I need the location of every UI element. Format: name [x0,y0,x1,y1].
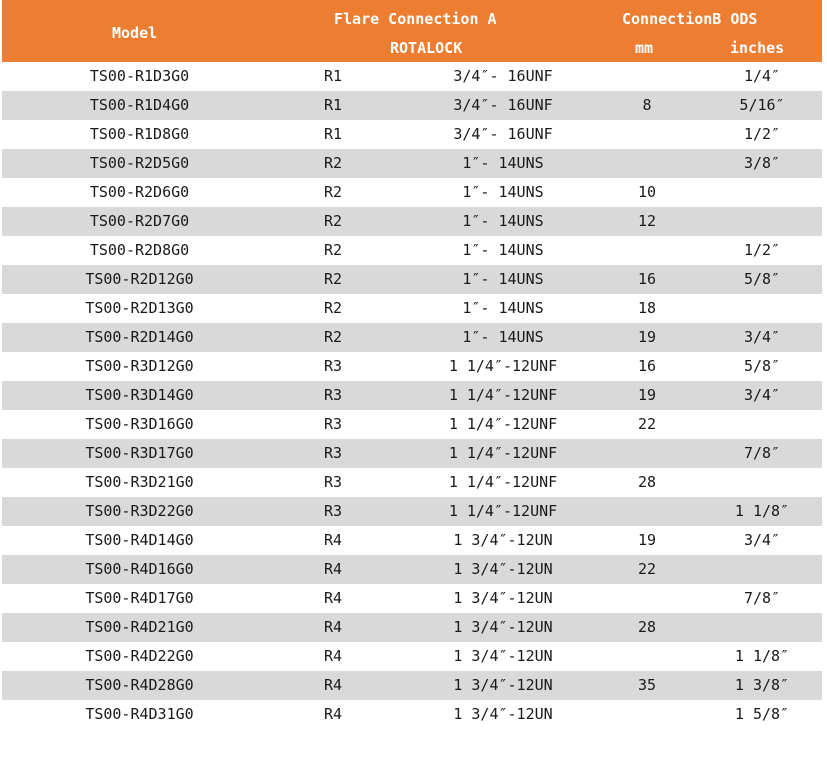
inches-cell: 7/8″ [743,589,781,607]
thread-cell: 1 1/4″-12UNF [448,502,558,520]
model-cell: TS00-R2D5G0 [89,154,190,172]
model-cell: TS00-R3D21G0 [85,473,194,491]
model-cell: TS00-R3D22G0 [85,502,194,520]
thread-cell: 1 3/4″-12UN [453,531,553,549]
thread-cell: 1″- 14UNS [462,241,544,259]
mm-cell: 12 [637,212,657,230]
model-cell: TS00-R4D17G0 [85,589,194,607]
mm-cell: 28 [637,618,657,636]
thread-cell: 1 3/4″-12UN [453,618,553,636]
thread-cell: 1 3/4″-12UN [453,647,553,665]
thread-cell: 3/4″- 16UNF [453,67,553,85]
inches-cell: 1/4″ [743,67,781,85]
inches-cell: 3/8″ [743,154,781,172]
mm-cell: 19 [637,386,657,404]
model-cell: TS00-R3D16G0 [85,415,194,433]
thread-cell: 1″- 14UNS [462,212,544,230]
header-flare-connection: Flare Connection A [334,10,497,28]
mm-cell: 22 [637,415,657,433]
inches-cell: 1 5/8″ [734,705,790,723]
rotalock-size-cell: R2 [324,328,343,346]
table-row [2,178,822,207]
thread-cell: 1 1/4″-12UNF [448,415,558,433]
table-header [2,0,822,62]
model-cell: TS00-R4D31G0 [85,705,194,723]
rotalock-size-cell: R4 [324,676,343,694]
inches-cell: 3/4″ [743,531,781,549]
table-row [2,207,822,236]
model-cell: TS00-R1D8G0 [89,125,190,143]
table-row [2,642,822,671]
rotalock-size-cell: R2 [324,299,343,317]
inches-cell: 3/4″ [743,386,781,404]
thread-cell: 1″- 14UNS [462,328,544,346]
rotalock-size-cell: R2 [324,270,343,288]
table-row [2,236,822,265]
mm-cell: 19 [637,328,657,346]
model-cell: TS00-R4D14G0 [85,531,194,549]
inches-cell: 1 3/8″ [734,676,790,694]
mm-cell: 28 [637,473,657,491]
table-row [2,62,822,91]
rotalock-size-cell: R4 [324,560,343,578]
model-cell: TS00-R2D6G0 [89,183,190,201]
model-cell: TS00-R2D13G0 [85,299,194,317]
table-row [2,700,822,729]
model-cell: TS00-R4D22G0 [85,647,194,665]
table-row [2,555,822,584]
thread-cell: 1 3/4″-12UN [453,676,553,694]
thread-cell: 1 1/4″-12UNF [448,386,558,404]
model-cell: TS00-R3D12G0 [85,357,194,375]
header-connection-b: ConnectionB ODS [622,10,758,28]
header-rotalock: ROTALOCK [390,39,463,57]
thread-cell: 1 3/4″-12UN [453,705,553,723]
mm-cell: 16 [637,357,657,375]
table-row [2,265,822,294]
thread-cell: 3/4″- 16UNF [453,96,553,114]
rotalock-size-cell: R3 [324,444,343,462]
table-row [2,613,822,642]
rotalock-size-cell: R4 [324,618,343,636]
header-model: Model [112,24,158,42]
model-cell: TS00-R2D7G0 [89,212,190,230]
model-cell: TS00-R4D28G0 [85,676,194,694]
mm-cell: 16 [637,270,657,288]
rotalock-size-cell: R2 [324,183,343,201]
table-row [2,526,822,555]
rotalock-size-cell: R4 [324,647,343,665]
inches-cell: 1/2″ [743,125,781,143]
mm-cell: 18 [637,299,657,317]
table-row [2,91,822,120]
rotalock-size-cell: R2 [324,212,343,230]
table-row [2,584,822,613]
thread-cell: 1 1/4″-12UNF [448,357,558,375]
inches-cell: 1 1/8″ [734,502,790,520]
table-row [2,468,822,497]
rotalock-size-cell: R3 [324,415,343,433]
model-cell: TS00-R3D14G0 [85,386,194,404]
inches-cell: 5/8″ [743,270,781,288]
rotalock-size-cell: R3 [324,357,343,375]
model-cell: TS00-R4D16G0 [85,560,194,578]
rotalock-size-cell: R1 [324,67,343,85]
inches-cell: 1 1/8″ [734,647,790,665]
rotalock-size-cell: R2 [324,154,343,172]
table-row [2,497,822,526]
table-row [2,352,822,381]
rotalock-size-cell: R1 [324,96,343,114]
mm-cell: 19 [637,531,657,549]
rotalock-size-cell: R1 [324,125,343,143]
table-row [2,410,822,439]
inches-cell: 5/16″ [739,96,785,114]
model-cell: TS00-R3D17G0 [85,444,194,462]
rotalock-size-cell: R3 [324,473,343,491]
thread-cell: 1″- 14UNS [462,299,544,317]
table-row [2,323,822,352]
thread-cell: 1″- 14UNS [462,154,544,172]
mm-cell: 35 [637,676,657,694]
table-body [2,62,822,729]
model-cell: TS00-R1D4G0 [89,96,190,114]
rotalock-size-cell: R4 [324,705,343,723]
spec-table [2,0,822,729]
thread-cell: 1″- 14UNS [462,270,544,288]
model-cell: TS00-R2D14G0 [85,328,194,346]
inches-cell: 5/8″ [743,357,781,375]
inches-cell: 3/4″ [743,328,781,346]
rotalock-size-cell: R4 [324,531,343,549]
model-cell: TS00-R4D21G0 [85,618,194,636]
model-cell: TS00-R2D8G0 [89,241,190,259]
table-row [2,671,822,700]
rotalock-size-cell: R3 [324,502,343,520]
mm-cell: 22 [637,560,657,578]
thread-cell: 1 3/4″-12UN [453,589,553,607]
model-cell: TS00-R2D12G0 [85,270,194,288]
rotalock-size-cell: R2 [324,241,343,259]
mm-cell: 10 [637,183,657,201]
thread-cell: 1 1/4″-12UNF [448,444,558,462]
thread-cell: 1 3/4″-12UN [453,560,553,578]
thread-cell: 1″- 14UNS [462,183,544,201]
model-cell: TS00-R1D3G0 [89,67,190,85]
rotalock-size-cell: R4 [324,589,343,607]
header-inches: inches [730,39,785,57]
table-row [2,120,822,149]
table-row [2,149,822,178]
inches-cell: 1/2″ [743,241,781,259]
table-row [2,439,822,468]
inches-cell: 7/8″ [743,444,781,462]
mm-cell: 8 [642,96,652,114]
table-row [2,381,822,410]
thread-cell: 3/4″- 16UNF [453,125,553,143]
thread-cell: 1 1/4″-12UNF [448,473,558,491]
table-row [2,294,822,323]
rotalock-size-cell: R3 [324,386,343,404]
header-mm: mm [635,39,654,57]
